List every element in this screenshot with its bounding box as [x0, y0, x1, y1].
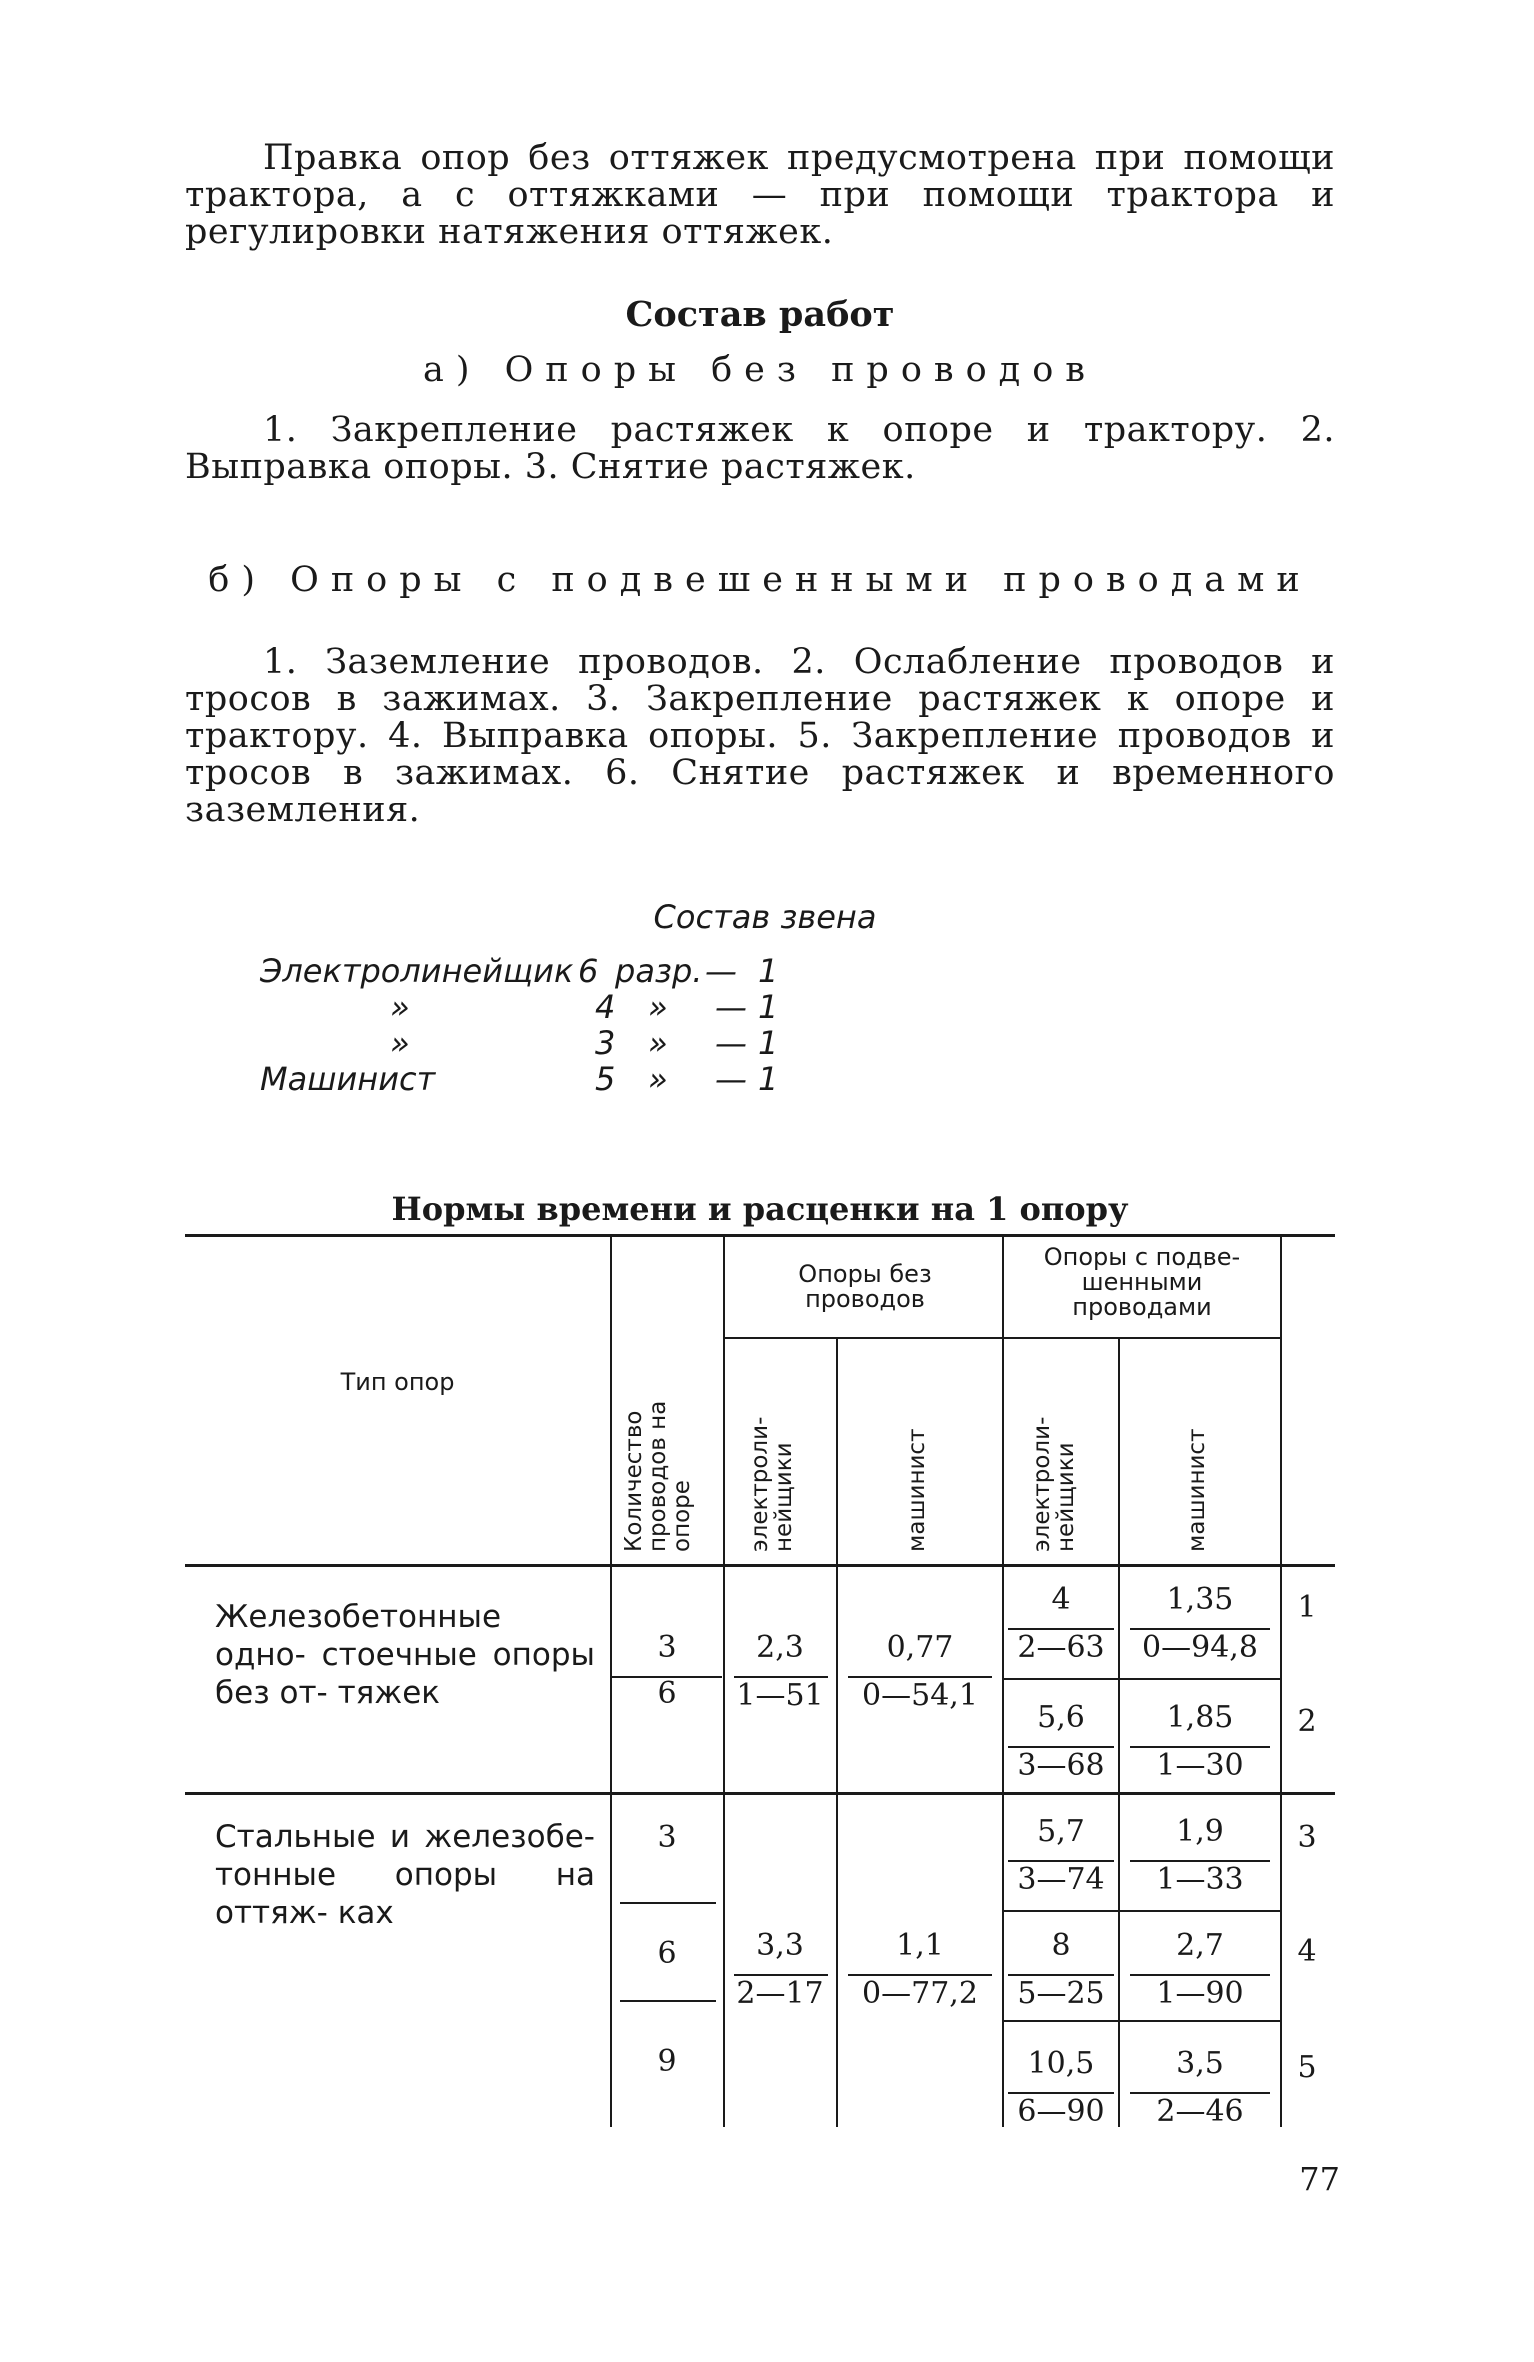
- price-cell: 2—46: [1156, 2094, 1244, 2129]
- price-cell: 1—90: [1156, 1976, 1244, 2011]
- crew-grade: 6: [578, 952, 599, 990]
- crew-unit: »: [648, 988, 668, 1026]
- crew-unit: »: [648, 1060, 668, 1098]
- norm-cell: 1,35: [1166, 1582, 1234, 1617]
- norm-cell: 1,85: [1166, 1700, 1234, 1735]
- price-cell: 3—74: [1017, 1862, 1105, 1897]
- wires-cell: 6: [657, 1936, 677, 1971]
- crew-role: »: [390, 988, 410, 1026]
- crew-unit: разр.: [615, 952, 703, 990]
- section-a-title: а) Опоры без проводов: [422, 350, 1098, 390]
- wires-cell: 3: [657, 1630, 677, 1665]
- norm-cell: 1,9: [1176, 1814, 1224, 1849]
- row-label: Стальные и железобе- тонные опоры на оттяж- ках: [215, 1819, 595, 1931]
- group1-bottom-rule: [185, 1792, 1335, 1795]
- norm-cell: 1,1: [896, 1928, 944, 1963]
- price-cell: 1—51: [736, 1678, 824, 1713]
- wires-cell: 9: [657, 2044, 677, 2079]
- crew-unit: »: [648, 1024, 668, 1062]
- crew-role: Электролинейщик: [260, 952, 574, 990]
- price-cell: 0—54,1: [862, 1678, 978, 1713]
- row-rule: [1004, 1910, 1280, 1912]
- wires-cell: 3: [657, 1820, 677, 1855]
- crew-dash: —: [715, 988, 747, 1026]
- price-cell: 2—63: [1017, 1630, 1105, 1665]
- crew-role: Машинист: [260, 1060, 436, 1098]
- row-rule: [1004, 1678, 1280, 1680]
- crew-row: [260, 952, 820, 990]
- cell-rule: [620, 1902, 716, 1904]
- crew-title: Состав звена: [653, 898, 877, 936]
- price-cell: 3—68: [1017, 1748, 1105, 1783]
- crew-grade: 4: [595, 988, 616, 1026]
- norm-cell: 3,5: [1176, 2046, 1224, 2081]
- price-cell: 5—25: [1017, 1976, 1105, 2011]
- header-group-no-wires: Опоры без проводов: [798, 1260, 932, 1313]
- norm-cell: 5,6: [1037, 1700, 1085, 1735]
- norm-cell: 2,7: [1176, 1928, 1224, 1963]
- price-cell: 0—77,2: [862, 1976, 978, 2011]
- row-number: 4: [1297, 1934, 1317, 1969]
- norm-cell: 4: [1051, 1582, 1071, 1617]
- crew-role: »: [390, 1024, 410, 1062]
- price-cell: 2—17: [736, 1976, 824, 2011]
- composition-title: Состав работ: [625, 294, 895, 335]
- price-cell: 0—94,8: [1142, 1630, 1258, 1665]
- row-label: Железобетонные одно- стоечные опоры без от- тяжек: [215, 1599, 595, 1711]
- crew-count: 1: [758, 1060, 779, 1098]
- header-electricians: электроли- нейщики: [747, 1416, 797, 1552]
- col-divider: [1280, 1237, 1282, 2127]
- crew-dash: —: [705, 952, 737, 990]
- header-group-with-wires: Опоры с подве- шенными проводами: [1043, 1243, 1241, 1321]
- crew-dash: —: [715, 1060, 747, 1098]
- crew-count: 1: [758, 952, 779, 990]
- crew-grade: 3: [595, 1024, 616, 1062]
- crew-count: 1: [758, 1024, 779, 1062]
- header-wires-count: Количество проводов на опоре: [621, 1400, 695, 1552]
- crew-count: 1: [758, 988, 779, 1026]
- row-number: 3: [1297, 1820, 1317, 1855]
- crew-row: [260, 1060, 820, 1098]
- header-machinist: машинист: [904, 1428, 930, 1552]
- crew-row: [260, 988, 820, 1026]
- section-a-text: 1. Закрепление растяжек к опоре и трактору. 2. Выправка опоры. 3. Снятие растяжек.: [185, 410, 1335, 487]
- row-number: 1: [1297, 1590, 1317, 1625]
- table-top-rule: [185, 1234, 1335, 1237]
- header-machinist: машинист: [1184, 1428, 1210, 1552]
- cell-rule: [620, 2000, 716, 2002]
- row-rule: [1004, 2020, 1280, 2022]
- table-title: Нормы времени и расценки на 1 опору: [391, 1190, 1129, 1228]
- norm-cell: 8: [1051, 1928, 1071, 1963]
- row-number: 2: [1297, 1704, 1317, 1739]
- norm-cell: 3,3: [756, 1928, 804, 1963]
- row-number: 5: [1297, 2050, 1317, 2085]
- page-number: 77: [1299, 2160, 1340, 2198]
- price-cell: 1—30: [1156, 1748, 1244, 1783]
- section-b-title: б) Опоры с подвешенными проводами: [208, 560, 1312, 600]
- header-bottom-rule: [185, 1564, 1335, 1567]
- header-type: Тип опор: [340, 1368, 455, 1396]
- crew-row: [260, 1024, 820, 1062]
- price-cell: 1—33: [1156, 1862, 1244, 1897]
- header-electricians: электроли- нейщики: [1029, 1416, 1079, 1552]
- price-cell: 6—90: [1017, 2094, 1105, 2129]
- section-b-text: 1. Заземление проводов. 2. Ослабление проводов и тросов в зажимах. 3. Закрепление растяжек к опоре и трактору. 4. Выправка опоры. 5. Закрепление проводов и тросов в зажимах. 6. Снятие растяжек и временного заземления.: [185, 642, 1335, 830]
- norm-cell: 0,77: [886, 1630, 954, 1665]
- crew-dash: —: [715, 1024, 747, 1062]
- wires-cell: 6: [657, 1676, 677, 1711]
- norm-cell: 5,7: [1037, 1814, 1085, 1849]
- intro-paragraph: Правка опор без оттяжек предусмотрена при помощи трактора, а с оттяжками — при помощи трактора и регулировки натяжения оттяжек.: [185, 138, 1335, 252]
- norm-cell: 2,3: [756, 1630, 804, 1665]
- crew-grade: 5: [595, 1060, 616, 1098]
- norm-cell: 10,5: [1027, 2046, 1095, 2081]
